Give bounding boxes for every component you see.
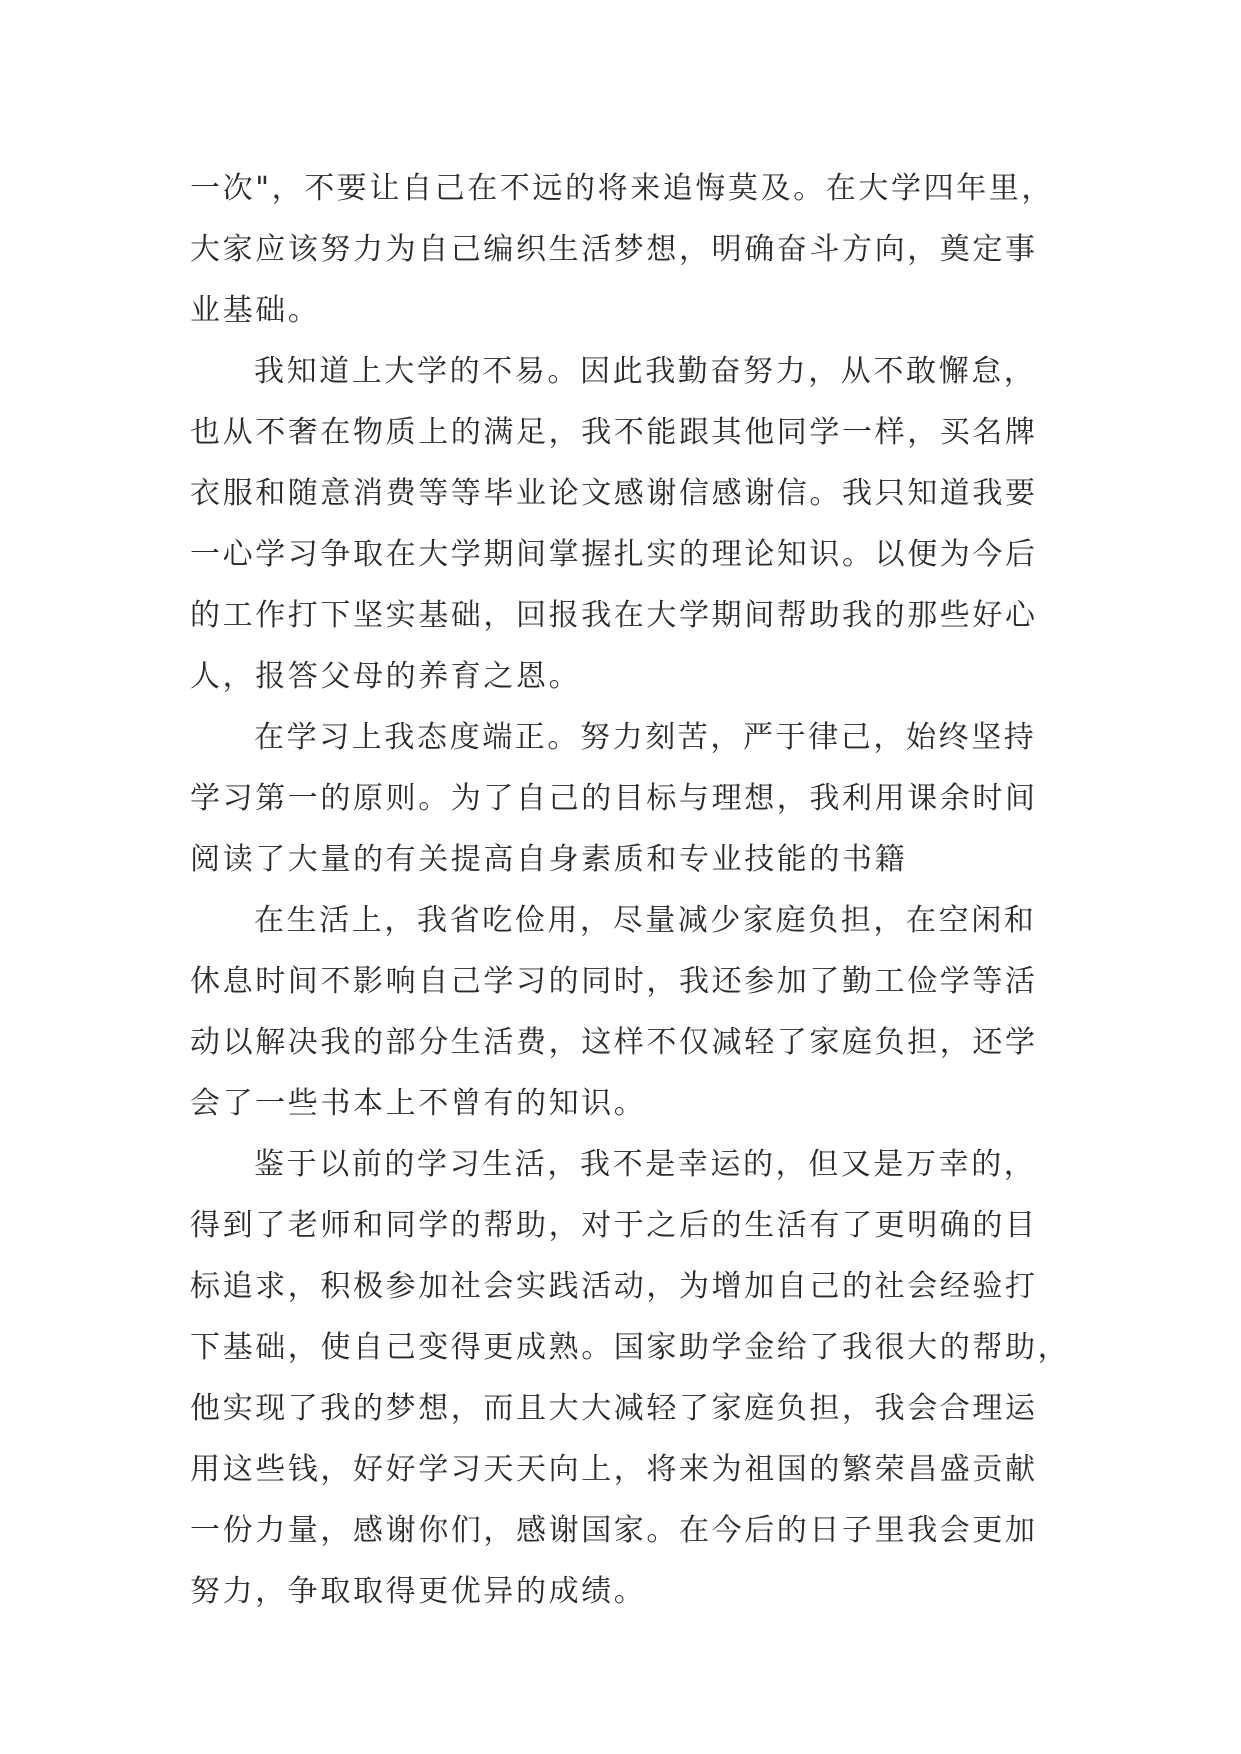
text-line: 努力，争取取得更优异的成绩。 — [190, 1574, 647, 1609]
text-line: 一次"，不要让自己在不远的将来追悔莫及。在大学四年里， — [190, 171, 1054, 206]
paragraph-first-line: 在学习上我态度端正。努力刻苦，严于律己，始终坚持 — [254, 720, 1037, 755]
paragraph-first-line: 在生活上，我省吃俭用，尽量减少家庭负担，在空闲和 — [254, 903, 1037, 938]
text-line: 业基础。 — [190, 293, 321, 328]
text-line: 的工作打下坚实基础，回报我在大学期间帮助我的那些好心 — [190, 598, 1038, 633]
text-line: 大家应该努力为自己编织生活梦想，明确奋斗方向，奠定事 — [190, 232, 1038, 267]
text-line: 一份力量，感谢你们，感谢国家。在今后的日子里我会更加 — [190, 1513, 1038, 1548]
text-line: 下基础，使自己变得更成熟。国家助学金给了我很大的帮助， — [190, 1330, 1071, 1365]
text-line: 人，报答父母的养育之恩。 — [190, 659, 582, 694]
text-line: 学习第一的原则。为了自己的目标与理想，我利用课余时间 — [190, 781, 1038, 816]
text-line: 一心学习争取在大学期间掌握扎实的理论知识。以便为今后 — [190, 537, 1038, 572]
text-line: 动以解决我的部分生活费，这样不仅减轻了家庭负担，还学 — [190, 1025, 1038, 1060]
text-line: 标追求，积极参加社会实践活动，为增加自己的社会经验打 — [190, 1269, 1038, 1304]
text-line: 得到了老师和同学的帮助，对于之后的生活有了更明确的目 — [190, 1208, 1038, 1243]
document-body — [190, 158, 1070, 1622]
text-line: 阅读了大量的有关提高自身素质和专业技能的书籍 — [190, 842, 908, 877]
text-line: 衣服和随意消费等等毕业论文感谢信感谢信。我只知道我要 — [190, 476, 1038, 511]
paragraph-first-line: 鉴于以前的学习生活，我不是幸运的，但又是万幸的， — [254, 1147, 1037, 1182]
text-line: 也从不奢在物质上的满足，我不能跟其他同学一样，买名牌 — [190, 415, 1038, 450]
paragraph-first-line: 我知道上大学的不易。因此我勤奋努力，从不敢懈怠， — [254, 354, 1037, 389]
text-line: 会了一些书本上不曾有的知识。 — [190, 1086, 647, 1121]
text-line: 休息时间不影响自己学习的同时，我还参加了勤工俭学等活 — [190, 964, 1038, 999]
text-line: 他实现了我的梦想，而且大大减轻了家庭负担，我会合理运 — [190, 1391, 1038, 1426]
text-line: 用这些钱，好好学习天天向上，将来为祖国的繁荣昌盛贡献 — [190, 1452, 1038, 1487]
